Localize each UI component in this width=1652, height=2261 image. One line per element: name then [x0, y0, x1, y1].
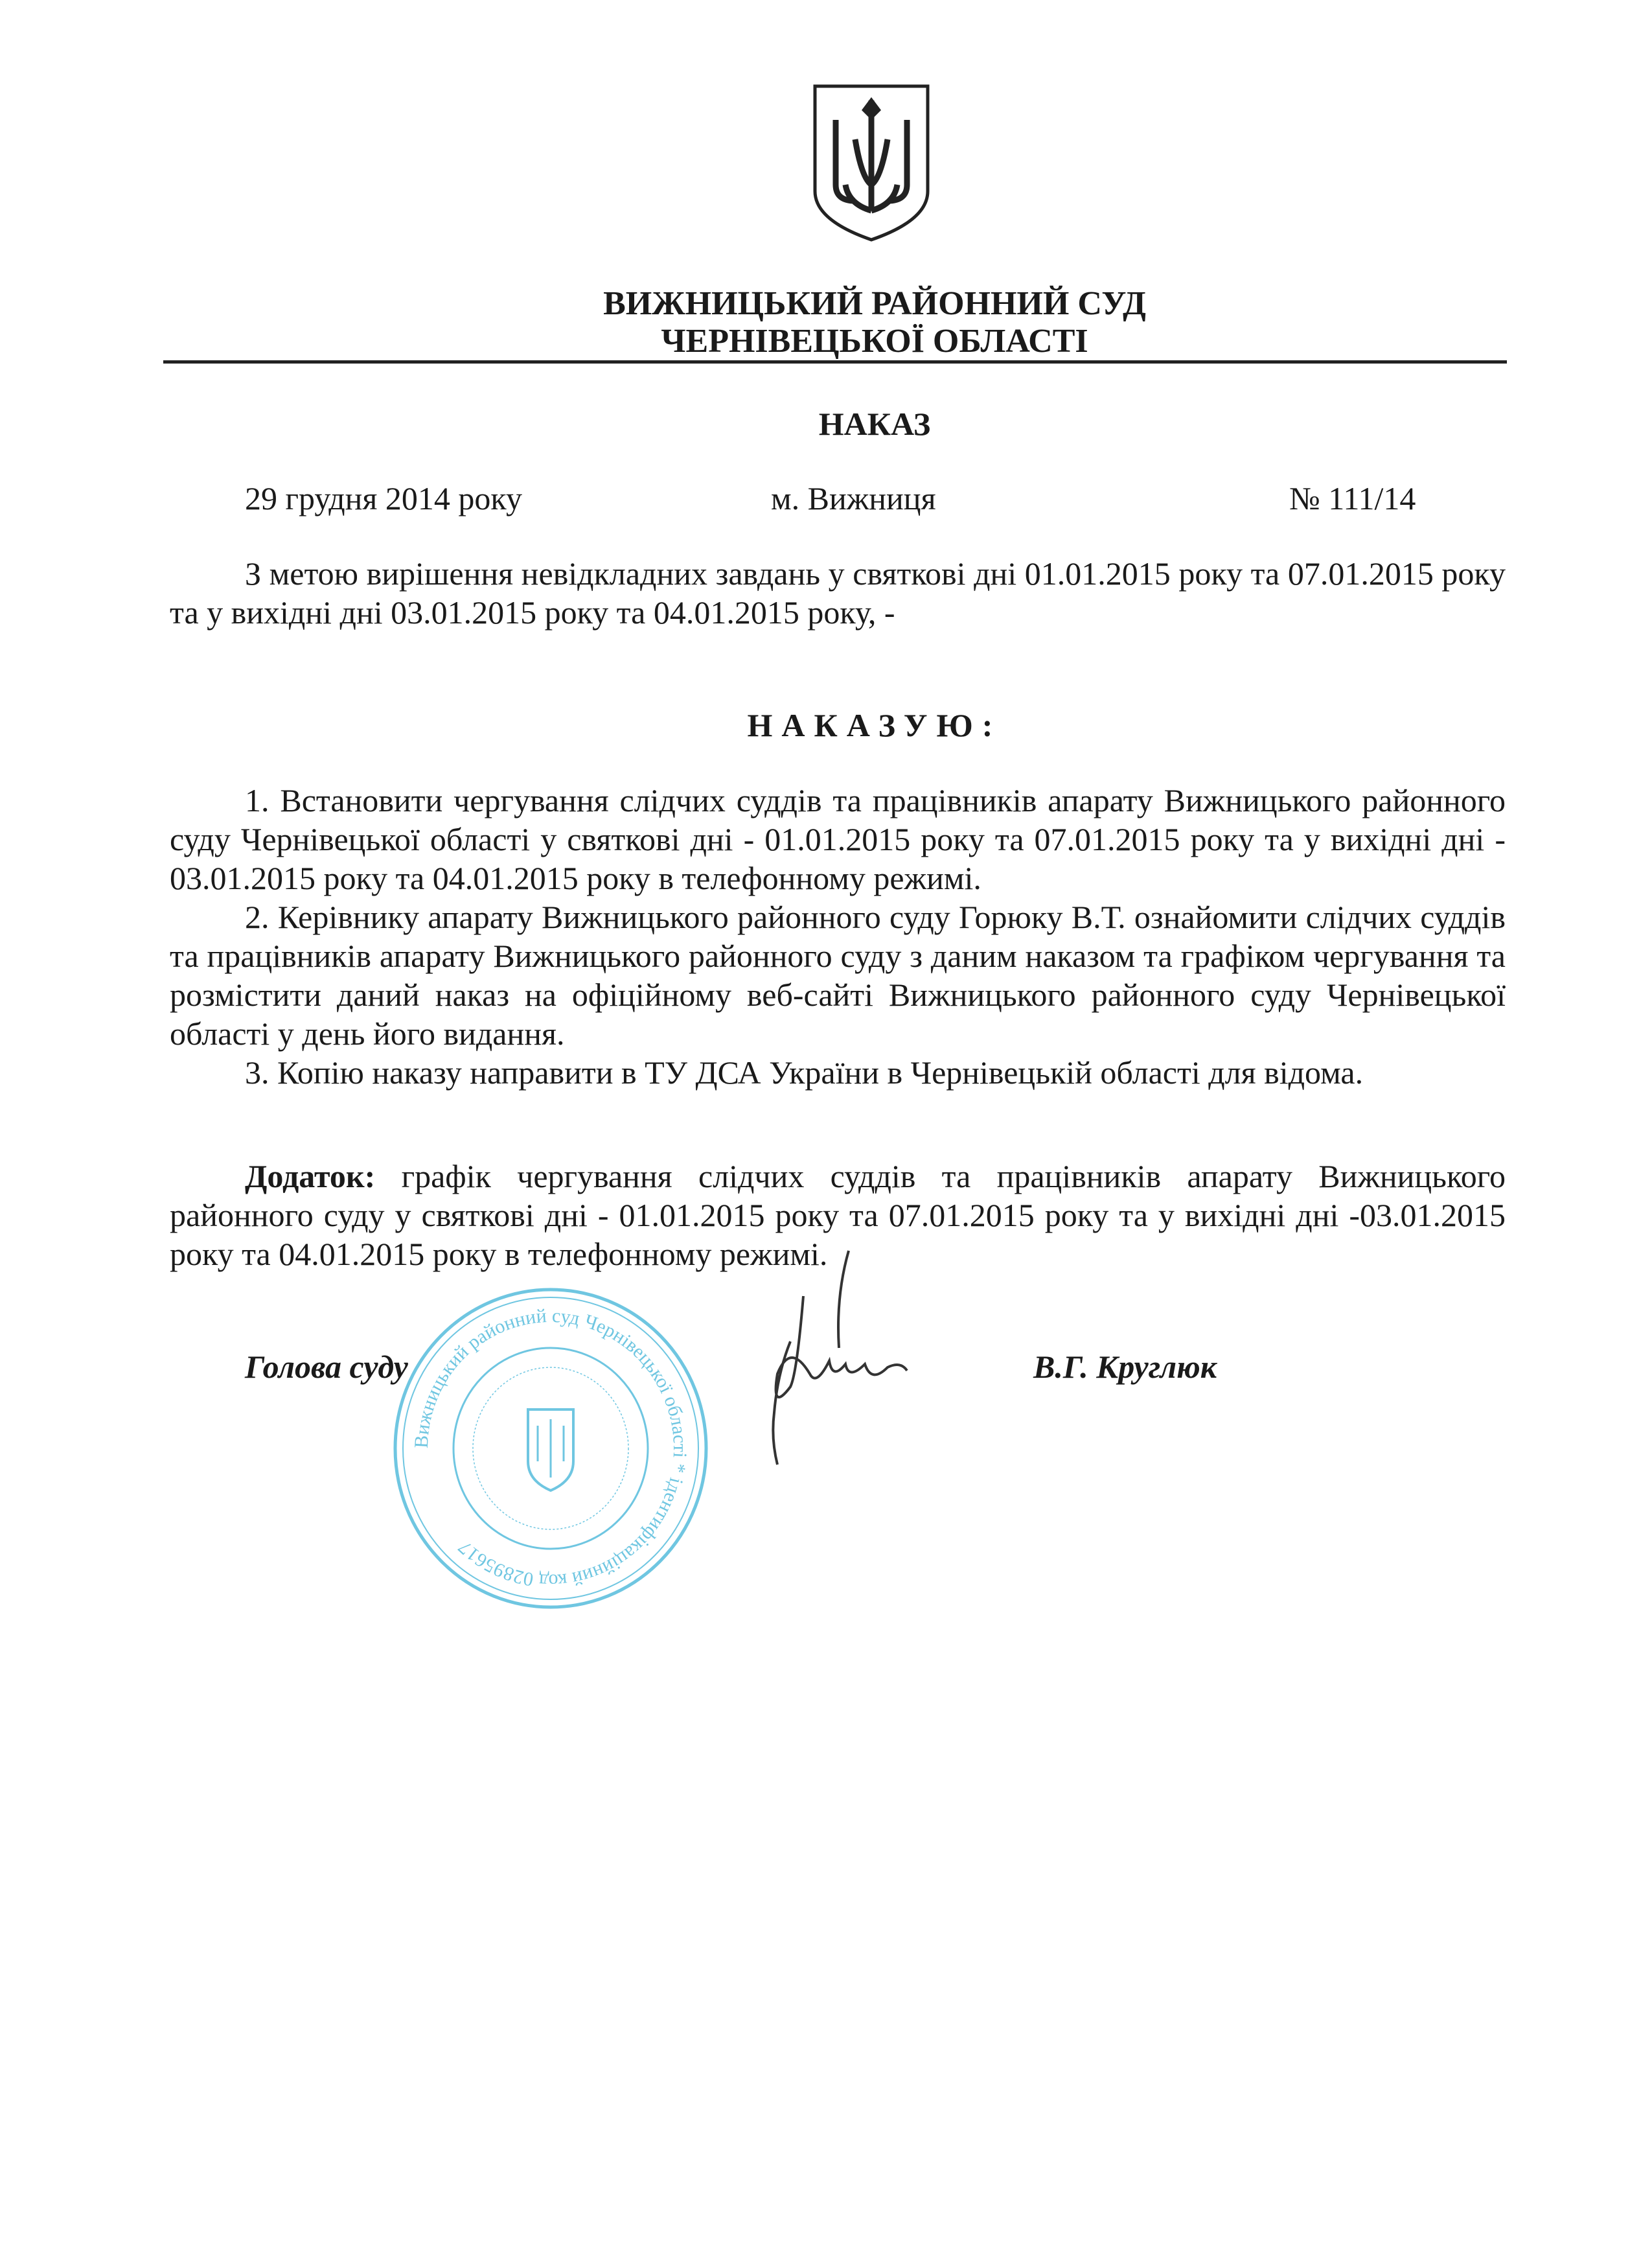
appendix-label: Додаток:	[245, 1158, 376, 1194]
preamble-text: З метою вирішення невідкладних завдань у святкові дні 01.01.2015 року та 07.01.2015 року та у вихідні дні 03.01.2015 року та 04.01.2015 року, -	[170, 555, 1506, 631]
court-name-line1: ВИЖНИЦЬКИЙ РАЙОННИЙ СУД	[603, 285, 1146, 322]
document-title: НАКАЗ	[818, 406, 931, 442]
header-divider	[163, 360, 1507, 364]
order-item: 3. Копію наказу направити в ТУ ДСА України в Чернівецькій області для відома.	[245, 1054, 1364, 1091]
handwritten-signature	[700, 1244, 933, 1478]
document-place: м. Вижниця	[771, 480, 936, 516]
document-date: 29 грудня 2014 року	[245, 480, 522, 516]
order-items	[170, 781, 1506, 1092]
order-heading: НАКАЗУЮ:	[747, 707, 1002, 743]
signatory-name: В.Г. Круглюк	[1033, 1349, 1217, 1385]
stamp-text: Вижницький районний суд Чернівецької області * ідентифікаційний код 02895617	[410, 1304, 691, 1592]
signatory-position: Голова суду	[245, 1349, 408, 1385]
court-name-line2: ЧЕРНІВЕЦЬКОЇ ОБЛАСТІ	[661, 323, 1088, 360]
order-item: 1. Встановити чергування слідчих суддів та працівників апарату Вижницького районного суду Чернівецької області у святкові дні - 01.01.2015 року та 07.01.2015 року та у вихідні дні - 03.01.2015 року та 04.01.2015 року в телефонному режимі.	[170, 782, 1506, 896]
court-stamp	[389, 1286, 713, 1610]
appendix-text: графік чергування слідчих суддів та працівників апарату Вижницького районного суду у святкові дні - 01.01.2015 року та 07.01.2015 року та у вихідні дні -03.01.2015 року та 04.01.2015 року в телефонному режимі.	[170, 1158, 1506, 1272]
document-number: № 111/14	[1289, 480, 1416, 516]
order-item: 2. Керівнику апарату Вижницького районного суду Горюку В.Т. ознайомити слідчих суддів та працівників апарату Вижницького районного суду з даним наказом та графіком чергування та розмістити даний наказ на офіційному веб-сайті Вижницького районного суду Чернівецької області у день його видання.	[170, 899, 1506, 1052]
trident-emblem-icon	[810, 81, 933, 243]
preamble	[170, 554, 1506, 632]
